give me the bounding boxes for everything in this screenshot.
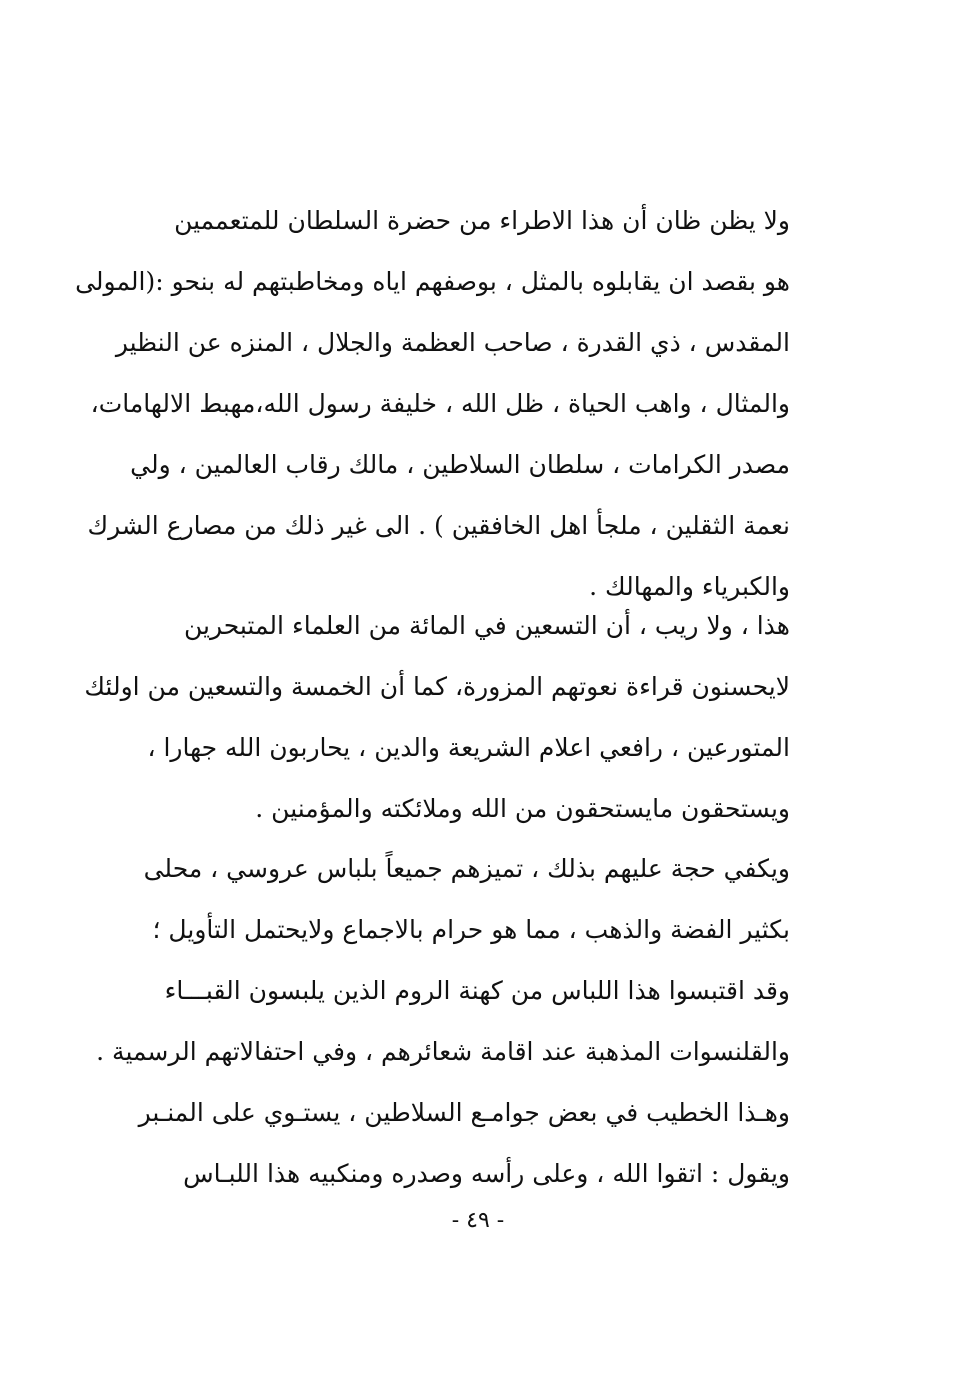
text-line: ويكفي حجة عليهم بذلك ، تميزهم جميعاً بلباس عروسي ، محلى — [143, 854, 790, 883]
text-line: وهـذا الخطيب في بعض جوامـع السلاطين ، يستـوي على المنـبر — [138, 1098, 790, 1127]
page-number: - ٤٩ - — [451, 1208, 505, 1233]
text-line: والكبرياء والمهالك . — [589, 572, 790, 601]
text-line: هذا ، ولا ريب ، أن التسعين في المائة من العلماء المتبحرين — [183, 611, 790, 640]
text-line: وقد اقتبسوا هذا اللباس من كهنة الروم الذين يلبسون القبـــاء — [164, 976, 790, 1005]
text-line: ويقول : اتقوا الله ، وعلى رأسه وصدره ومنكبيه هذا اللبـاس — [183, 1159, 790, 1188]
text-line: المتورعين ، رافعي اعلام الشريعة والدين ، يحاربون الله جهارا ، — [147, 733, 790, 762]
text-line: والقلنسوات المذهبة عند اقامة شعائرهم ، وفي احتفالاتهم الرسمية . — [96, 1037, 790, 1066]
text-line: ويستحقون مايستحقون من الله وملائكته والمؤمنين . — [255, 794, 790, 823]
text-line: هو بقصد ان يقابلوه بالمثل ، بوصفهم اياه ومخاطبتهم له بنحو :(المولى — [75, 267, 790, 296]
text-line: المقدس ، ذي القدرة ، صاحب العظمة والجلال ، المنزه عن النظير — [115, 328, 790, 357]
paragraph-3 — [96, 838, 790, 1204]
paragraph-2 — [84, 595, 790, 839]
text-line: والمثال ، واهب الحياة ، ظل الله ، خليفة رسول الله،مهبط الالهامات، — [90, 389, 790, 418]
text-line: بكثير الفضة والذهب ، مما هو حرام بالاجماع ولايحتمل التأويل ؛ — [152, 915, 790, 944]
text-line: ولا يظن ظان أن هذا الاطراء من حضرة السلطان للمتعممين — [174, 206, 790, 235]
paragraph-1 — [75, 190, 790, 617]
text-line: نعمة الثقلين ، ملجأ اهل الخافقين ) . الى غير ذلك من مصارع الشرك — [87, 511, 790, 540]
text-line: لايحسنون قراءة نعوتهم المزورة، كما أن الخمسة والتسعين من اولئك — [84, 672, 790, 701]
text-line: مصدر الكرامات ، سلطان السلاطين ، مالك رقاب العالمين ، ولي — [130, 450, 790, 479]
